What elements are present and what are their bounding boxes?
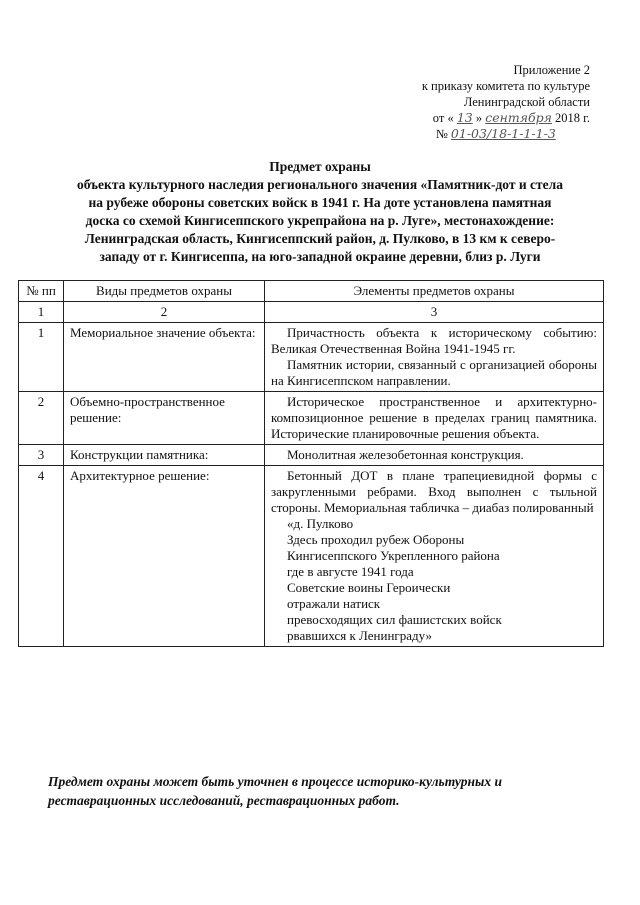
annex-number: № 01-03/18-1-1-1-3 xyxy=(435,126,556,141)
table-row: 4 Архитектурное решение: Бетонный ДОТ в плане трапециевидной формы с закругленными ребрами. Вход выполнен с тыльной стороны. Мемориальная табличка – диабаз полированный «д. Пулково Здесь проходил рубеж Обороны Кингисеппского Укрепленного района где в августе 1941 года Советские воины Героически отражали натиск превосходящих сил фашистских войск рвавшихся к Ленинграду» xyxy=(19,466,604,647)
handwritten-number: 01-03/18-1-1-1-3 xyxy=(450,126,556,141)
header-kinds: Виды предметов охраны xyxy=(64,281,265,302)
protection-items-table xyxy=(18,280,604,647)
plaque-inscription: «д. Пулково Здесь проходил рубеж Обороны Кингисеппского Укрепленного района где в августе 1941 года Советские воины Героически отражали натиск превосходящих сил фашистских войск рвавшихся к Ленинграду» xyxy=(287,516,502,643)
annex-line: Ленинградской области xyxy=(463,95,590,109)
header-elements: Элементы предметов охраны xyxy=(265,281,604,302)
annex-header xyxy=(422,62,590,142)
table-row: 1 Мемориальное значение объекта: Причастность объекта к историческому событию: Великая Отечественная Война 1941-1945 гг. Памятник истории, связанный с организацией обороны на Кингисеппском направлении. xyxy=(19,323,604,392)
table-row: 3 Конструкции памятника: Монолитная железобетонная конструкция. xyxy=(19,445,604,466)
table-header-row xyxy=(19,281,604,302)
document-title: Предмет охраны объекта культурного наследия регионального значения «Памятник-дот и стела на рубеже обороны советских войск в 1941 г. На доте установлена памятная доска со схемой Кингисеппского укрепрайона на р. Луге», местонахождение: Ленинградская область, Кингисеппский район, д. Пулково, в 13 км к северо- западу от г. Кингисеппа, на юго-западной окраине деревни, близ р. Луги xyxy=(77,159,563,264)
handwritten-month: сентября xyxy=(485,110,552,125)
annex-date: от « 13 » сентября 2018 г. xyxy=(432,110,590,125)
annex-line: к приказу комитета по культуре xyxy=(421,79,590,93)
handwritten-day: 13 xyxy=(456,110,473,125)
table-row: 2 Объемно-пространственное решение: Историческое пространственное и архитектурно- композиционное решение в пределах границ памятника. Исторические планировочные решения объекта. xyxy=(19,392,604,445)
table-numbering-row: 1 2 3 xyxy=(19,302,604,323)
footer-note: Предмет охраны может быть уточнен в процессе историко-культурных и реставрационных исследований, реставрационных работ. xyxy=(48,774,502,808)
annex-line: Приложение 2 xyxy=(513,63,590,77)
header-number: № пп xyxy=(19,281,64,302)
